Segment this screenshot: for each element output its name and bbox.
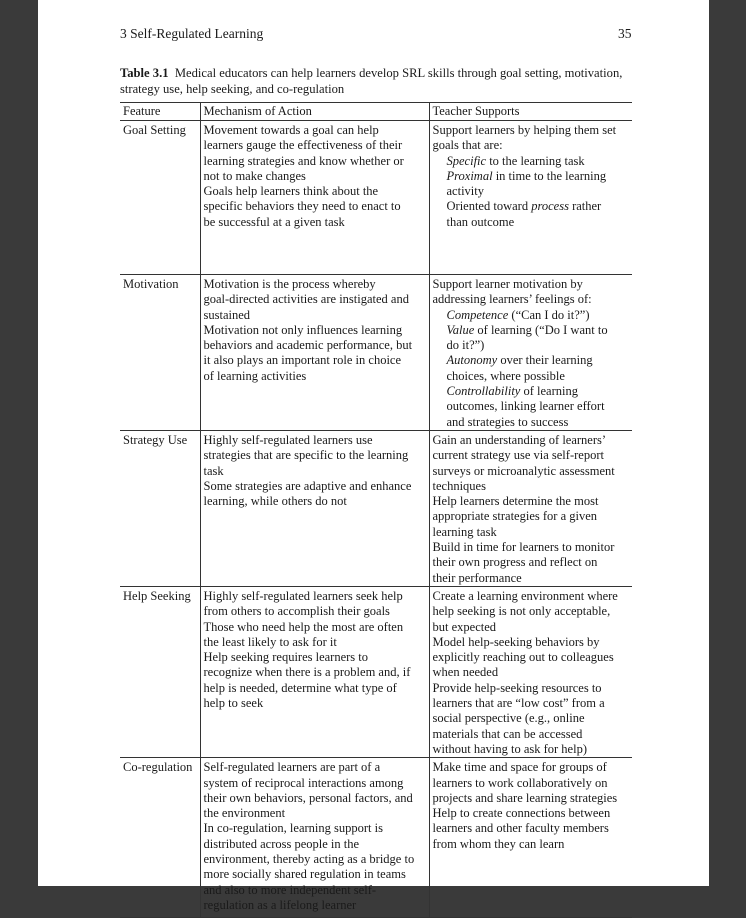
support-text: addressing learners’ feelings of: — [432, 292, 592, 307]
mechanism-line: distributed across people in the — [203, 836, 360, 851]
support-line — [433, 369, 630, 384]
mechanism-cell — [200, 587, 429, 758]
support-text: learners to work collaboratively on — [432, 775, 608, 790]
support-line — [433, 415, 630, 430]
support-line — [433, 665, 630, 680]
srl-table — [120, 102, 632, 918]
document-page — [38, 0, 709, 912]
support-line — [433, 323, 630, 338]
support-line — [433, 479, 630, 494]
mechanism-line: the environment — [203, 806, 286, 821]
mechanism-line: task — [203, 463, 224, 478]
support-line — [433, 199, 630, 214]
support-text: do it?”) — [446, 338, 485, 353]
mechanism-line: learning, while others do not — [203, 494, 347, 509]
support-text: from whom they can learn — [432, 836, 565, 851]
support-text: explicitly reaching out to colleagues — [432, 650, 614, 665]
support-line — [433, 215, 630, 230]
support-text: Provide help-seeking resources to — [432, 680, 602, 695]
support-text: rather — [568, 199, 602, 214]
support-text: than outcome — [446, 214, 515, 229]
support-text: help seeking is not only acceptable, — [432, 604, 611, 619]
mechanism-line: help to seek — [203, 696, 264, 711]
support-text: learners and other faculty members — [432, 821, 609, 836]
table-row — [120, 758, 632, 918]
support-text: goals that are: — [432, 138, 503, 153]
support-text: techniques — [432, 478, 486, 493]
mechanism-line: the least likely to ask for it — [203, 634, 337, 649]
mechanism-line: their own behaviors, personal factors, and — [203, 790, 413, 805]
mechanism-line: be successful at a given task — [203, 214, 345, 229]
support-emphasis: Competence — [446, 307, 509, 322]
support-text: materials that can be accessed — [432, 726, 583, 741]
support-emphasis: Controllability — [446, 384, 521, 399]
feature-cell: Strategy Use — [120, 431, 200, 587]
support-text: their performance — [432, 570, 522, 585]
support-text: of learning (“Do I want to — [474, 322, 608, 337]
mechanism-line: In co-regulation, learning support is — [203, 821, 383, 836]
table-row — [120, 431, 632, 587]
support-line — [433, 742, 630, 757]
support-line — [433, 620, 630, 635]
teacher-supports-cell — [429, 275, 632, 431]
caption-line-1: Medical educators can help learners develop SRL skills through goal setting, motivation, — [174, 66, 623, 80]
support-text: over their learning — [497, 353, 593, 368]
mechanism-line: environment, thereby acting as a bridge to — [203, 852, 415, 867]
support-line — [433, 277, 630, 292]
support-line — [433, 525, 630, 540]
mechanism-line: sustained — [203, 307, 251, 322]
mechanism-line: specific behaviors they need to enact to — [203, 199, 401, 214]
mechanism-line: goal-directed activities are instigated and — [203, 292, 409, 307]
support-line — [433, 540, 630, 555]
mechanism-line: Some strategies are adaptive and enhance — [203, 478, 412, 493]
support-line — [433, 837, 630, 852]
mechanism-line: behaviors and academic performance, but — [203, 338, 413, 353]
support-text: Support learners by helping them set — [432, 123, 617, 137]
mechanism-line: learning strategies and know whether or — [203, 153, 404, 168]
support-line — [433, 760, 630, 775]
support-line — [433, 509, 630, 524]
support-text: in time to the learning — [492, 168, 607, 183]
support-line — [433, 433, 630, 448]
teacher-supports-cell — [429, 121, 632, 275]
support-line — [433, 681, 630, 696]
support-line — [433, 727, 630, 742]
support-line — [433, 308, 630, 323]
mechanism-cell — [200, 275, 429, 431]
support-line — [433, 464, 630, 479]
support-line — [433, 448, 630, 463]
table-label: Table 3.1 — [120, 66, 169, 80]
support-text: but expected — [432, 619, 497, 634]
support-line — [433, 494, 630, 509]
teacher-supports-cell — [429, 587, 632, 758]
mechanism-line: help is needed, determine what type of — [203, 680, 397, 695]
support-emphasis: Value — [446, 322, 475, 337]
support-line — [433, 399, 630, 414]
support-text: learners that are “low cost” from a — [432, 696, 605, 711]
support-text: projects and share learning strategies — [432, 790, 618, 805]
caption-line-2: strategy use, help seeking, and co-regulation — [120, 82, 345, 96]
mechanism-cell — [200, 121, 429, 275]
teacher-supports-cell — [429, 431, 632, 587]
mechanism-line: and also to more independent self- — [203, 882, 377, 897]
column-header-teacher-supports: Teacher Supports — [429, 103, 632, 121]
mechanism-line: Help seeking requires learners to — [203, 650, 369, 665]
support-text: their own progress and reflect on — [432, 555, 598, 570]
support-emphasis: Autonomy — [446, 353, 498, 368]
support-text: social perspective (e.g., online — [432, 711, 585, 726]
table-body — [120, 121, 632, 918]
feature-cell: Co-regulation — [120, 758, 200, 918]
support-text: to the learning task — [486, 153, 585, 168]
support-line — [433, 384, 630, 399]
support-text: Model help-seeking behaviors by — [432, 634, 600, 649]
mechanism-line: Highly self-regulated learners use — [203, 433, 373, 447]
support-text: Support learner motivation by — [432, 277, 583, 291]
support-text: and strategies to success — [446, 414, 569, 429]
table-row — [120, 275, 632, 431]
support-text: learning task — [432, 524, 497, 539]
support-line — [433, 791, 630, 806]
support-text: Help learners determine the most — [432, 494, 599, 509]
support-text: Oriented toward — [446, 199, 532, 214]
support-text: outcomes, linking learner effort — [446, 399, 605, 414]
mechanism-line: Goals help learners think about the — [203, 184, 379, 199]
support-text: when needed — [432, 665, 499, 680]
support-line — [433, 821, 630, 836]
support-emphasis: process — [531, 199, 569, 214]
support-emphasis: Proximal — [446, 168, 493, 183]
support-text: (“Can I do it?”) — [508, 307, 590, 322]
support-text: without having to ask for help) — [432, 741, 587, 756]
feature-cell: Help Seeking — [120, 587, 200, 758]
support-line — [433, 169, 630, 184]
support-text: of learning — [520, 384, 578, 399]
support-line — [433, 292, 630, 307]
support-line — [433, 571, 630, 586]
mechanism-line: Those who need help the most are often — [203, 619, 404, 634]
mechanism-line: recognize when there is a problem and, if — [203, 665, 411, 680]
feature-cell: Motivation — [120, 275, 200, 431]
mechanism-line: Highly self-regulated learners seek help — [203, 589, 403, 603]
column-header-mechanism: Mechanism of Action — [200, 103, 429, 121]
support-text: Make time and space for groups of — [432, 760, 607, 775]
support-line — [433, 711, 630, 726]
support-text: appropriate strategies for a given — [432, 509, 598, 524]
table-row — [120, 587, 632, 758]
support-line — [433, 604, 630, 619]
support-text: choices, where possible — [446, 368, 565, 383]
support-text: Build in time for learners to monitor — [432, 540, 615, 555]
support-line — [433, 806, 630, 821]
support-line — [433, 184, 630, 199]
mechanism-line: it also plays an important role in choice — [203, 353, 402, 368]
mechanism-line: from others to accomplish their goals — [203, 604, 390, 619]
support-text: Gain an understanding of learners’ — [432, 433, 607, 447]
table-row — [120, 121, 632, 275]
support-text: Help to create connections between — [432, 806, 611, 821]
support-line — [433, 555, 630, 570]
mechanism-line: not to make changes — [203, 168, 306, 183]
support-text: activity — [446, 184, 484, 199]
support-line — [433, 138, 630, 153]
mechanism-line: of learning activities — [203, 368, 307, 383]
support-line — [433, 635, 630, 650]
column-header-feature: Feature — [120, 103, 200, 121]
mechanism-cell — [200, 431, 429, 587]
table-caption — [120, 65, 632, 97]
mechanism-line: system of reciprocal interactions among — [203, 775, 404, 790]
page-number: 35 — [618, 26, 632, 41]
support-line — [433, 338, 630, 353]
support-emphasis: Specific — [446, 153, 487, 168]
support-line — [433, 650, 630, 665]
feature-cell: Goal Setting — [120, 121, 200, 275]
mechanism-line: Motivation not only influences learning — [203, 322, 403, 337]
mechanism-line: regulation as a lifelong learner — [203, 897, 357, 912]
support-line — [433, 589, 630, 604]
mechanism-line: Movement towards a goal can help — [203, 123, 379, 137]
teacher-supports-cell — [429, 758, 632, 918]
mechanism-cell — [200, 758, 429, 918]
support-text: surveys or microanalytic assessment — [432, 463, 615, 478]
table-header-row — [120, 103, 632, 121]
mechanism-line: Self-regulated learners are part of a — [203, 760, 381, 775]
support-line — [433, 154, 630, 169]
mechanism-line: Motivation is the process whereby — [203, 277, 376, 291]
running-header-chapter: 3 Self-Regulated Learning — [120, 26, 264, 41]
support-text: Create a learning environment where — [432, 589, 618, 603]
support-line — [433, 353, 630, 368]
mechanism-line: more socially shared regulation in teams — [203, 867, 406, 882]
support-line — [433, 123, 630, 138]
support-line — [433, 696, 630, 711]
support-text: current strategy use via self-report — [432, 448, 604, 463]
support-line — [433, 776, 630, 791]
mechanism-line: strategies that are specific to the learning — [203, 448, 409, 463]
mechanism-line: learners gauge the effectiveness of their — [203, 138, 403, 153]
